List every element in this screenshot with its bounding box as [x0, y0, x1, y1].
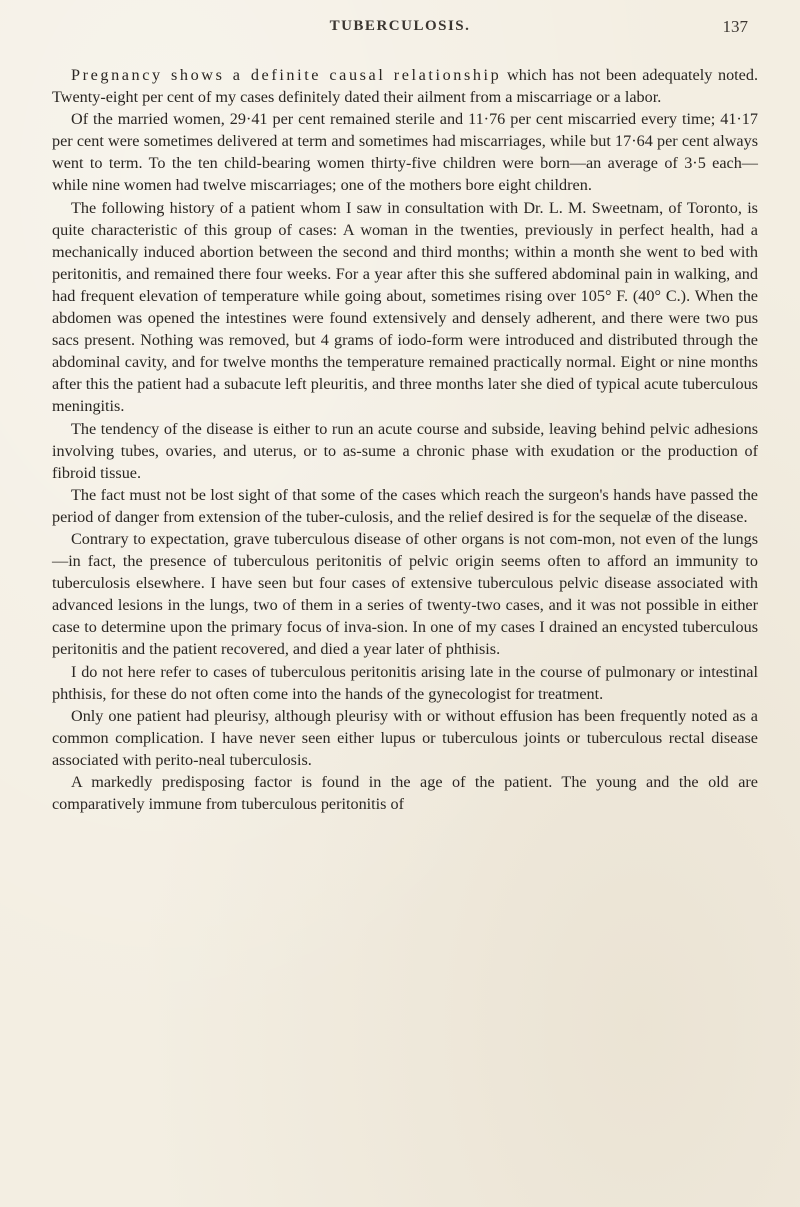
- paragraph-text: which has not been adequately noted. Twenty-eight per cent of my cases definitely dated their ailment from a miscarriage or a labor.: [52, 66, 759, 107]
- paragraph-disease-tendency: The tendency of the disease is either to run an acute course and subside, leaving behind pelvic adhesions involving tubes, ovaries, and uterus, or to as-sume a chronic phase with exudation or the production of fibroid tissue.: [52, 419, 758, 482]
- spaced-lead-phrase: Pregnancy shows a definite causal relationship: [71, 66, 502, 84]
- running-title: TUBERCULOSIS.: [329, 18, 471, 34]
- paragraph-late-phthisis: I do not here refer to cases of tuberculous peritonitis arising late in the course of pulmonary or intestinal phthisis, for these do not often come into the hands of the gynecologist for treatment.: [52, 662, 758, 703]
- paragraph-other-organs: Contrary to expectation, grave tuberculous disease of other organs is not com-mon, not even of the lungs—in fact, the presence of tuberculous peritonitis of pelvic origin seems often to afford an immunity to tuberculosis elsewhere. I have seen but four cases of extensive tuberculous pelvic disease associated with advanced lesions in the lungs, two of them in a series of twenty-two cases, and it was not possible in either case to determine upon the primary focus of inva-sion. In one of my cases I drained an encysted tuberculous peritonitis and the patient recovered, and died a year later of phthisis.: [52, 529, 758, 659]
- paragraph-pleurisy: Only one patient had pleurisy, although pleurisy with or without effusion has been frequently noted as a common complication. I have never seen either lupus or tuberculous joints or tuberculous rectal disease associated with perito-neal tuberculosis.: [52, 706, 758, 769]
- page-number: 137: [722, 17, 748, 36]
- paragraph-pregnancy: [52, 64, 758, 108]
- paragraph-sequelae: The fact must not be lost sight of that some of the cases which reach the surgeon's hands have passed the period of danger from extension of the tuber-culosis, and the relief desired is for the sequelæ of the disease.: [52, 485, 758, 526]
- body-text: [52, 64, 758, 815]
- paragraph-married-women: Of the married women, 29·41 per cent remained sterile and 11·76 per cent miscarried every time; 41·17 per cent were sometimes delivered at term and sometimes had miscarriages, while but 17·64 per cent always went to term. To the ten child-bearing women thirty-five children were born—an average of 3·5 each—while nine women had twelve miscarriages; one of the mothers bore eight children.: [52, 110, 758, 195]
- running-head: [0, 18, 800, 42]
- paragraph-case-history: The following history of a patient whom I saw in consultation with Dr. L. M. Sweetnam, of Toronto, is quite characteristic of this group of cases: A woman in the twenties, previously in perfect health, had a mechanically induced abortion between the second and third months; within a month she went to bed with peritonitis, and remained there four weeks. For a year after this she suffered abdominal pain in walking, and had frequent elevation of temperature while going about, sometimes rising over 105° F. (40° C.). When the abdomen was opened the intestines were found extensively and densely adherent, and there were two pus sacs present. Nothing was removed, but 4 grams of iodo-form were introduced and distributed through the abdominal cavity, and for twelve months the temperature remained practically normal. Eight or nine months after this the patient had a subacute left pleuritis, and three months later she died of typical acute tuberculous meningitis.: [52, 198, 758, 416]
- paragraph-age-factor: A markedly predisposing factor is found in the age of the patient. The young and the old are comparatively immune from tuberculous peritonitis of: [52, 773, 758, 814]
